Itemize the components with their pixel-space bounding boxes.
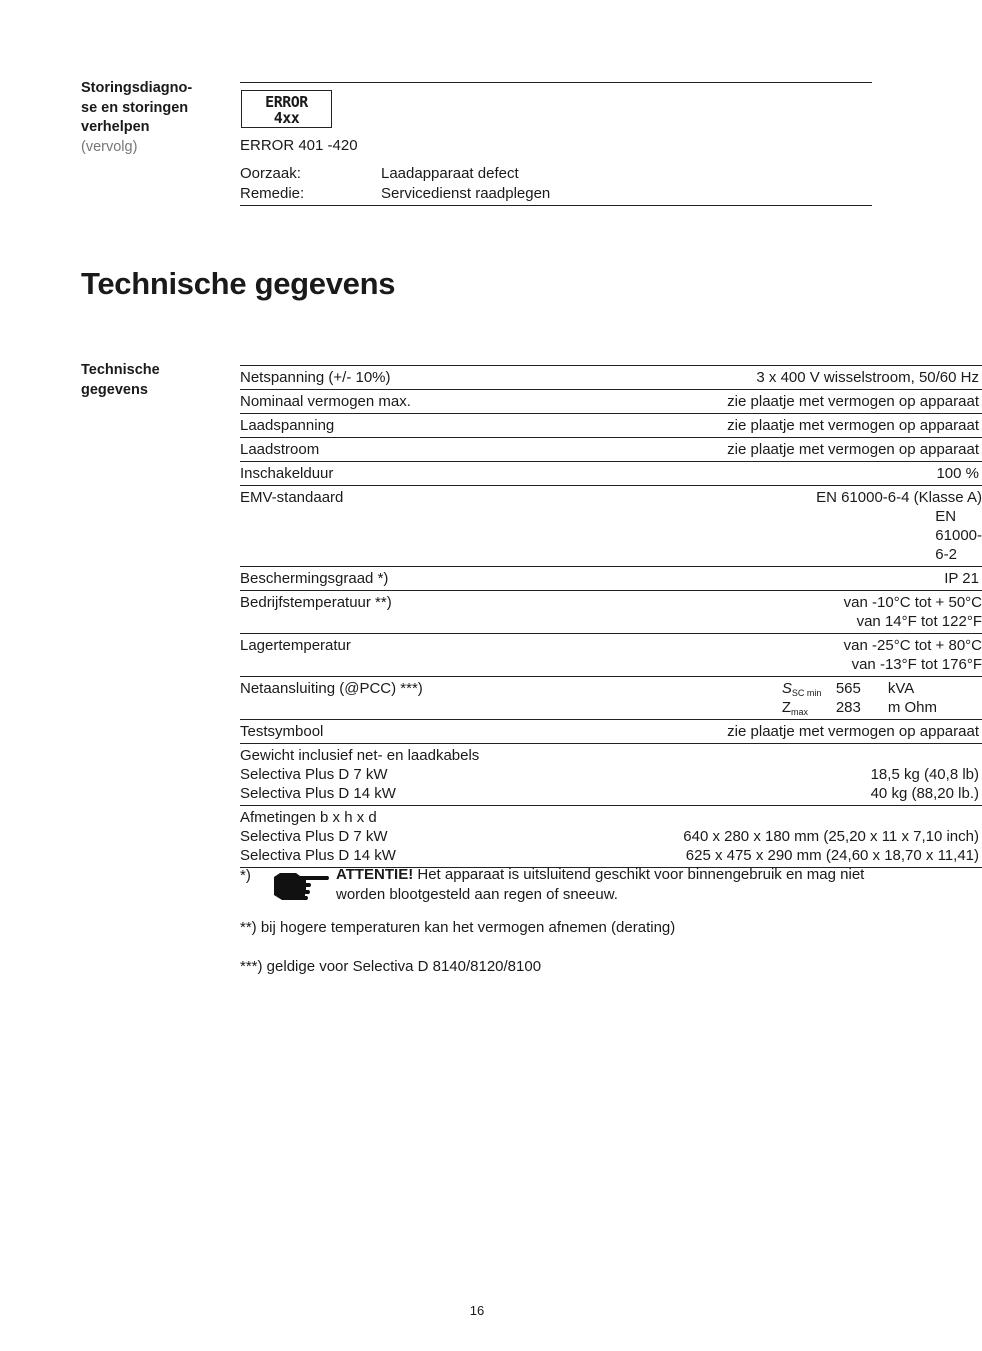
row-value xyxy=(485,486,982,567)
row-label: Netspanning (+/- 10%) xyxy=(240,366,485,390)
table-row xyxy=(240,806,982,868)
weight-value: 40 kg (88,20 lb.) xyxy=(870,785,979,802)
pcc-z-row xyxy=(782,698,937,717)
z-value: 283 xyxy=(835,699,861,716)
table-row xyxy=(240,744,982,806)
row-label: Laadstroom xyxy=(240,438,485,462)
sidebar-section-technical-data xyxy=(81,361,160,400)
pointing-hand-icon xyxy=(272,869,330,903)
divider xyxy=(240,205,872,206)
value-line: van -13°F tot 176°F xyxy=(851,656,982,673)
sidebar-subtitle: (vervolg) xyxy=(81,138,138,155)
table-row xyxy=(240,720,982,744)
row-label: Lagertemperatur xyxy=(240,634,485,677)
model-label: Selectiva Plus D 7 kW xyxy=(240,766,388,783)
cause-label: Oorzaak: xyxy=(240,165,301,182)
row-label: Beschermingsgraad *) xyxy=(240,567,485,591)
display-line: ERROR xyxy=(265,93,308,111)
sidebar-section-troubleshooting xyxy=(81,79,192,157)
z-unit: m Ohm xyxy=(887,699,937,716)
s-symbol: S xyxy=(781,680,792,697)
s-unit: kVA xyxy=(887,680,915,697)
note-marker: *) xyxy=(240,867,251,884)
sidebar-title-line: Technische xyxy=(81,362,160,378)
sidebar-title-line: verhelpen xyxy=(81,119,150,135)
row-label xyxy=(240,806,485,868)
row-value xyxy=(485,806,982,868)
error-display-icon xyxy=(241,90,332,128)
s-value: 565 xyxy=(835,680,861,697)
model-label: Selectiva Plus D 14 kW xyxy=(240,785,396,802)
sidebar-title-line: Storingsdiagno- xyxy=(81,80,193,96)
row-label: Nominaal vermogen max. xyxy=(240,390,485,414)
table-row xyxy=(240,634,982,677)
attention-note xyxy=(336,865,866,905)
table-row xyxy=(240,390,982,414)
row-value: zie plaatje met vermogen op apparaat xyxy=(485,720,982,744)
model-label: Selectiva Plus D 14 kW xyxy=(240,847,396,864)
row-label: Bedrijfstemperatuur **) xyxy=(240,591,485,634)
dimensions-value: 625 x 475 x 290 mm (24,60 x 18,70 x 11,41) xyxy=(685,847,979,864)
row-value: zie plaatje met vermogen op apparaat xyxy=(485,414,982,438)
value-line: EN 61000-6-2 xyxy=(935,508,982,563)
footnote-models: ***) geldige voor Selectiva D 8140/8120/8100 xyxy=(240,958,542,975)
table-row xyxy=(240,462,982,486)
row-label: Testsymbool xyxy=(240,720,485,744)
row-label: Inschakelduur xyxy=(240,462,485,486)
row-label: Laadspanning xyxy=(240,414,485,438)
row-label xyxy=(240,744,485,806)
row-value xyxy=(485,677,982,720)
page-title: Technische gegevens xyxy=(81,266,396,301)
dimensions-value: 640 x 280 x 180 mm (25,20 x 11 x 7,10 inch) xyxy=(683,828,979,845)
value-line: van -10°C tot + 50°C xyxy=(843,594,982,611)
cause-value: Laadapparaat defect xyxy=(381,165,519,182)
table-row xyxy=(240,366,982,390)
technical-data-table xyxy=(240,365,982,868)
pcc-s-row xyxy=(782,679,937,698)
row-value xyxy=(485,634,982,677)
table-row xyxy=(240,438,982,462)
table-row xyxy=(240,486,982,567)
row-value: 100 % xyxy=(485,462,982,486)
row-label: Netaansluiting (@PCC) ***) xyxy=(240,677,485,720)
footnote-derating: **) bij hogere temperaturen kan het vermogen afnemen (derating) xyxy=(240,919,676,936)
page-number: 16 xyxy=(469,1303,485,1318)
row-value: IP 21 xyxy=(485,567,982,591)
table-row xyxy=(240,567,982,591)
row-label: EMV-standaard xyxy=(240,486,485,567)
table-row xyxy=(240,414,982,438)
row-value: zie plaatje met vermogen op apparaat xyxy=(485,438,982,462)
z-subscript: max xyxy=(791,707,809,717)
value-line: van -25°C tot + 80°C xyxy=(843,637,982,654)
value-line: EN 61000-6-4 (Klasse A) xyxy=(816,489,982,506)
error-code: ERROR 401 -420 xyxy=(240,137,358,154)
model-label: Selectiva Plus D 7 kW xyxy=(240,828,388,845)
sidebar-title-line: se en storingen xyxy=(81,99,189,116)
attention-text: Het apparaat is uitsluitend geschikt voor binnengebruik en mag niet worden blootgesteld aan regen of sneeuw. xyxy=(336,866,865,903)
weight-value: 18,5 kg (40,8 lb) xyxy=(870,766,979,783)
remedy-label: Remedie: xyxy=(240,185,305,202)
row-value: 3 x 400 V wisselstroom, 50/60 Hz xyxy=(485,366,982,390)
weight-heading: Gewicht inclusief net- en laadkabels xyxy=(240,747,480,764)
sidebar-title-line: gegevens xyxy=(81,381,148,398)
z-symbol: Z xyxy=(781,699,791,716)
row-value xyxy=(485,744,982,806)
divider xyxy=(240,82,872,83)
remedy-value: Servicedienst raadplegen xyxy=(381,185,551,202)
table-row xyxy=(240,591,982,634)
pcc-values xyxy=(782,679,937,717)
s-subscript: SC min xyxy=(791,688,822,698)
value-line: van 14°F tot 122°F xyxy=(856,613,982,630)
dimensions-heading: Afmetingen b x h x d xyxy=(240,809,377,826)
row-value xyxy=(485,591,982,634)
row-value: zie plaatje met vermogen op apparaat xyxy=(485,390,982,414)
display-line: 4xx xyxy=(273,109,300,127)
table-row xyxy=(240,677,982,720)
attention-label: ATTENTIE! xyxy=(336,866,414,883)
